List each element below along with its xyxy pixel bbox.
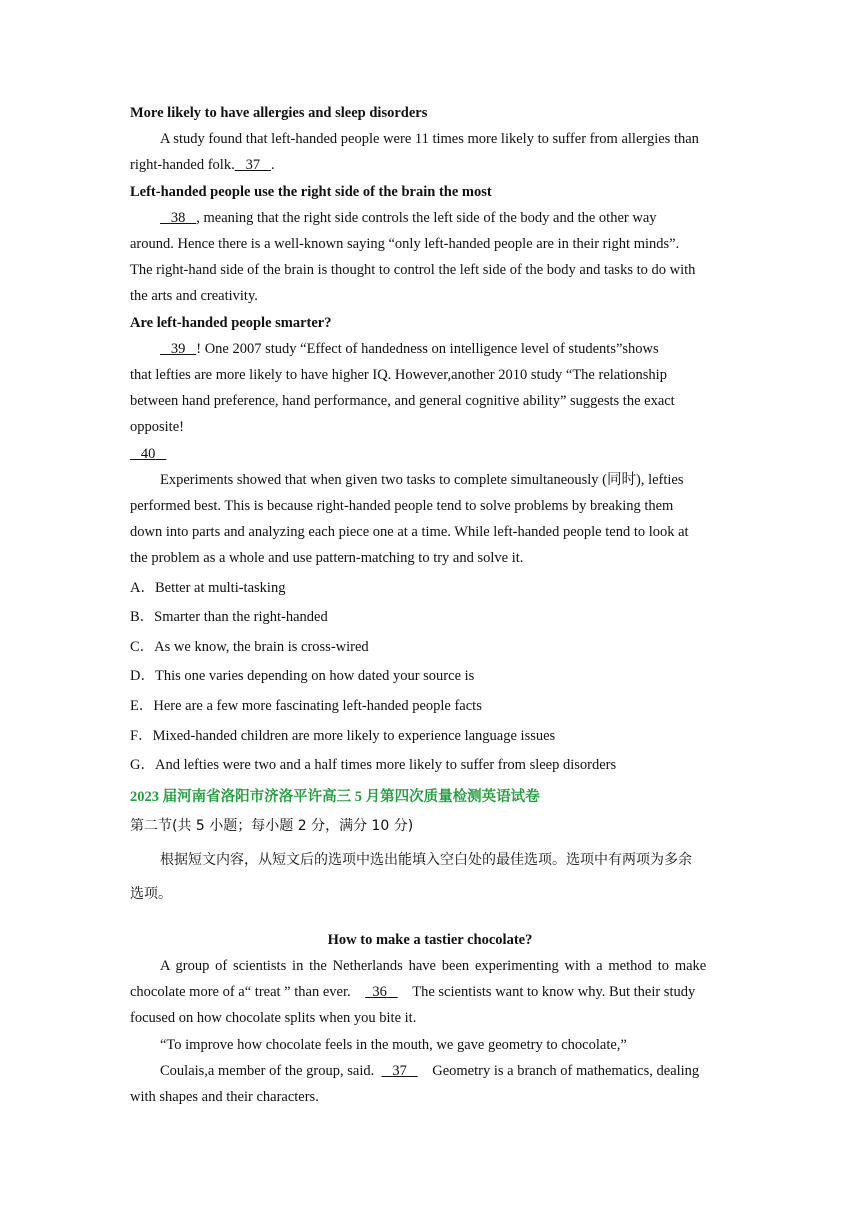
paragraph-line (130, 1058, 730, 1084)
paragraph-line (130, 441, 730, 467)
blank-number: 39 (170, 340, 186, 357)
option-d: D．This one varies depending on how dated your source is (130, 668, 475, 685)
text: chocolate more of a“ treat ” than ever. (130, 984, 351, 1001)
paragraph-line: the problem as a whole and use pattern-matching to try and solve it. (130, 550, 524, 567)
blank-number: 37 (245, 157, 261, 174)
paragraph-line: with shapes and their characters. (130, 1089, 319, 1106)
text: ! One 2007 study “Effect of handedness on intelligence level of students”shows (196, 340, 659, 357)
option-a: A．Better at multi-tasking (130, 579, 286, 596)
instruction-line: 选项。 (130, 885, 172, 902)
paragraph-line: The right-hand side of the brain is thought to control the left side of the body and tasks to do with (130, 262, 696, 279)
document-page (130, 100, 730, 1110)
option-g: G．And lefties were two and a half times more likely to suffer from sleep disorders (130, 757, 617, 774)
paragraph-line: “To improve how chocolate feels in the mouth, we gave geometry to chocolate,” (160, 1036, 627, 1053)
option-f: F．Mixed-handed children are more likely to experience language issues (130, 727, 556, 744)
text: Coulais,a member of the group, said. (160, 1062, 375, 1079)
blank-number: 36 (372, 984, 387, 1001)
paragraph-line: A study found that left-handed people were 11 times more likely to suffer from allergies than (160, 131, 699, 148)
blank-37 (235, 157, 271, 173)
paragraph-line: opposite! (130, 419, 184, 436)
text: right-handed folk. (130, 157, 235, 174)
blank-number: 40 (140, 445, 156, 462)
blank-39 (160, 341, 196, 357)
heading-smarter: Are left-handed people smarter? (130, 314, 332, 331)
paragraph-line: performed best. This is because right-handed people tend to solve problems by breaking them (130, 498, 674, 515)
instruction-line: 根据短文内容，从短文后的选项中选出能填入空白处的最佳选项。选项中有两项为多余 (160, 851, 692, 868)
blank-number: 38 (170, 209, 186, 226)
paragraph-line (130, 336, 730, 362)
blank-37b (381, 1063, 417, 1079)
option-c: C．As we know, the brain is cross-wired (130, 638, 369, 655)
paragraph-line: focused on how chocolate splits when you bite it. (130, 1010, 417, 1027)
exam-title: 2023 届河南省洛阳市济洛平许高三 5 月第四次质量检测英语试卷 (130, 788, 540, 805)
blank-38 (160, 210, 196, 226)
options-list (130, 574, 730, 781)
option-e: E．Here are a few more fascinating left-handed people facts (130, 698, 482, 715)
heading-allergies: More likely to have allergies and sleep disorders (130, 105, 428, 121)
paragraph-line: that lefties are more likely to have higher IQ. However,another 2010 study “The relationship (130, 367, 667, 384)
blank-number: 37 (392, 1062, 407, 1079)
paragraph-line: A group of scientists in the Netherlands have been experimenting with a method to make (160, 958, 707, 975)
blank-36 (365, 984, 398, 1000)
paragraph-line (130, 979, 730, 1005)
text: , meaning that the right side controls the left side of the body and the other way (196, 209, 657, 226)
blank-40 (130, 446, 166, 462)
heading-right-brain: Left-handed people use the right side of the brain the most (130, 183, 492, 200)
paragraph-line: Experiments showed that when given two tasks to complete simultaneously (同时), lefties (160, 471, 684, 488)
option-b: B．Smarter than the right-handed (130, 609, 328, 626)
paragraph-line: between hand preference, hand performance, and general cognitive ability” suggests the exact (130, 393, 675, 410)
text: Geometry is a branch of mathematics, dealing (432, 1062, 700, 1079)
section-header: 第二节(共 5 小题；每小题 2 分，满分 10 分) (130, 817, 414, 834)
text: The scientists want to know why. But their study (412, 984, 696, 1001)
passage-title: How to make a tastier chocolate? (327, 931, 533, 948)
paragraph-line: down into parts and analyzing each piece one at a time. While left-handed people tend to look at (130, 524, 689, 541)
paragraph-line: around. Hence there is a well-known saying “only left-handed people are in their right minds”. (130, 236, 680, 253)
text: . (270, 157, 275, 174)
paragraph-line (130, 152, 730, 178)
paragraph-line (130, 205, 730, 231)
paragraph-line: the arts and creativity. (130, 288, 258, 305)
